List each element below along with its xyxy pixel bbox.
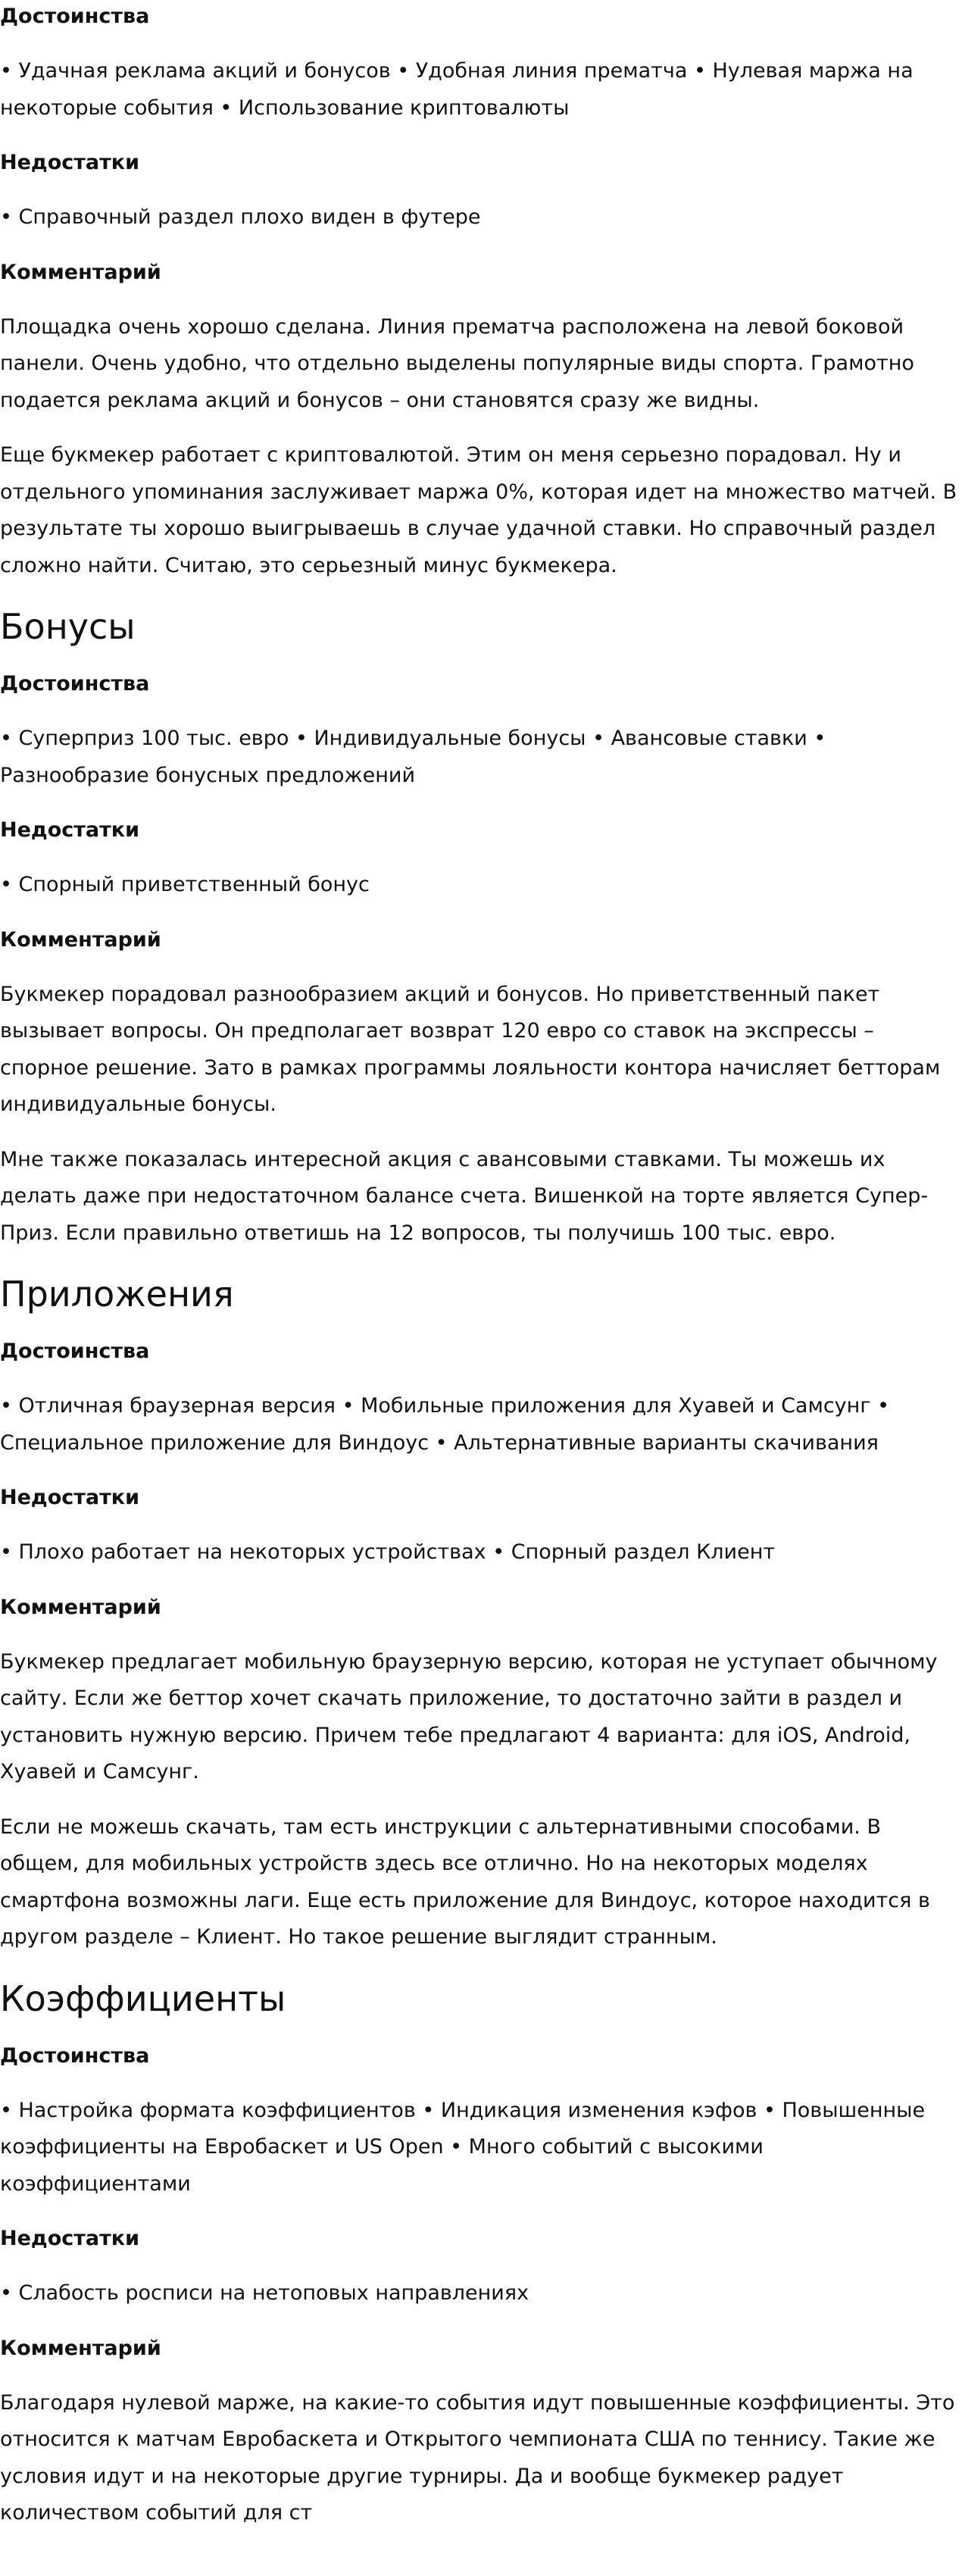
comment-paragraph: Букмекер порадовал разнообразием акций и бонусов. Но приветственный пакет вызывает вопросы. Он предполагает возврат 120 евро со ставок на экспрессы – спорное решение. Зато в рамках программы лояльности контора начисляет бетторам индивидуальные бонусы.	[0, 982, 941, 1116]
comment-paragraph: Площадка очень хорошо сделана. Линия прематча расположена на левой боковой панели. Очень удобно, что отдельно выделены популярные виды спорта. Грамотно подается реклама акций и бонусов – они становятся сразу же видны.	[0, 314, 914, 412]
pros-text: • Отличная браузерная версия • Мобильные приложения для Хуавей и Самсунг • Специальное приложение для Виндоус • Альтернативные варианты скачивания	[0, 1394, 890, 1455]
cons-text: • Плохо работает на некоторых устройствах • Спорный раздел Клиент	[0, 1540, 776, 1564]
cons-label: Недостатки	[0, 818, 140, 842]
section-title: Коэффициенты	[0, 1977, 286, 2019]
cons-text: • Спорный приветственный бонус	[0, 873, 370, 896]
comment-label: Комментарий	[0, 1595, 161, 1619]
pros-text: • Удачная реклама акций и бонусов • Удобная линия прематча • Нулевая маржа на некоторые события • Использование криптовалюты	[0, 59, 914, 120]
cons-text: • Справочный раздел плохо виден в футере	[0, 205, 481, 229]
pros-label: Достоинства	[0, 672, 150, 696]
comment-label: Комментарий	[0, 260, 161, 284]
review-section-bonuses	[0, 602, 960, 1252]
comment-paragraph: Букмекер предлагает мобильную браузерную версию, которая не уступает обычному сайту. Если же беттор хочет скачать приложение, то достаточно зайти в раздел и установить нужную версию. Причем тебе предлагают 4 варианта: для iOS, Android, Хуавей и Самсунг.	[0, 1649, 938, 1784]
section-title: Бонусы	[0, 606, 136, 647]
comment-paragraph: Мне также показалась интересной акция с авансовыми ставками. Ты можешь их делать даже при недостаточном балансе счета. Вишенкой на торте является Супер-Приз. Если правильно ответишь на 12 вопросов, ты получишь 100 тыс. евро.	[0, 1147, 929, 1245]
pros-text: • Настройка формата коэффициентов • Индикация изменения кэфов • Повышенные коэффициенты на Евробаскет и US Open • Много событий с высокими коэффициентами	[0, 2098, 926, 2196]
review-section-site	[0, 0, 960, 584]
pros-text: • Суперприз 100 тыс. евро • Индивидуальные бонусы • Авансовые ставки • Разнообразие бонусных предложений	[0, 727, 826, 787]
comment-label: Комментарий	[0, 927, 161, 952]
section-title: Приложения	[0, 1274, 234, 1315]
pros-label: Достоинства	[0, 1340, 150, 1363]
review-section-apps	[0, 1270, 960, 1956]
pros-label: Достоинства	[0, 5, 150, 28]
cons-label: Недостатки	[0, 1486, 140, 1509]
cons-label: Недостатки	[0, 151, 140, 174]
comment-paragraph: Благодаря нулевой марже, на какие-то события идут повышенные коэффициенты. Это относится к матчам Евробаскета и Открытого чемпионата США по теннису. Такие же условия идут и на некоторые другие турниры. Да и вообще букмекер радует количеством событий для ст	[0, 2390, 955, 2524]
pros-label: Достоинства	[0, 2043, 150, 2068]
cons-text: • Слабость росписи на нетоповых направлениях	[0, 2281, 529, 2305]
comment-label: Комментарий	[0, 2336, 161, 2360]
comment-paragraph: Еще букмекер работает с криптовалютой. Этим он меня серьезно порадовал. Ну и отдельного упоминания заслуживает маржа 0%, которая идет на множество матчей. В результате ты хорошо выигрываешь в случае удачной ставки. Но справочный раздел сложно найти. Считаю, это серьезный минус букмекера.	[0, 443, 957, 577]
cons-label: Недостатки	[0, 2227, 140, 2250]
review-section-odds	[0, 1974, 960, 2532]
comment-paragraph: Если не можешь скачать, там есть инструкции с альтернативными способами. В общем, для мобильных устройств здесь все отлично. Но на некоторых моделях смартфона возможны лаги. Еще есть приложение для Виндоус, которое находится в другом разделе – Клиент. Но такое решение выглядит странным.	[0, 1815, 930, 1949]
